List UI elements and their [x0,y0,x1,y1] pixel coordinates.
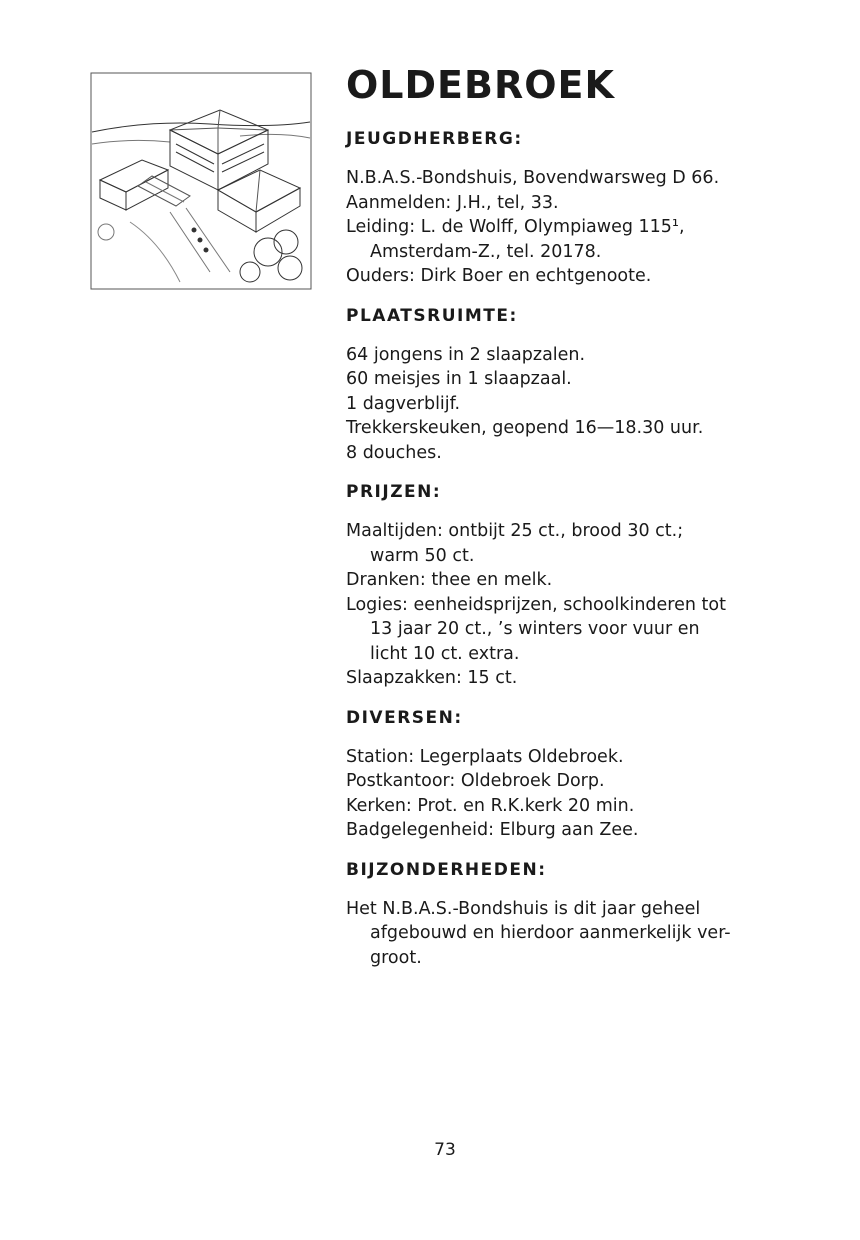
text-line: Station: Legerplaats Oldebroek. [346,746,624,767]
text-line: licht 10 ct. extra. [370,643,520,664]
entry-content [346,58,806,984]
text-line: afgebouwd en hierdoor aanmerkelijk ver- [370,923,731,943]
section-heading-plaatsruimte: PLAATSRUIMTE: [346,305,518,326]
hostel-building-illustration [90,72,312,290]
text-line: 13 jaar 20 ct., ’s winters voor vuur en [370,619,700,639]
text-line: Trekkerskeuken, geopend 16—18.30 uur. [346,418,704,438]
section-bijzonderheden [346,857,806,971]
section-heading-prijzen: PRIJZEN: [346,482,442,502]
page-title: OLDEBROEK [346,63,615,107]
text-line: Amsterdam-Z., tel. 20178. [370,241,602,262]
text-line: 1 dagverblijf. [346,393,461,414]
text-line: warm 50 ct. [370,545,475,566]
section-diversen [346,705,806,843]
text-line: Badgelegenheid: Elburg aan Zee. [346,820,639,840]
page-number: 73 [434,1140,456,1160]
text-line: 8 douches. [346,442,442,463]
text-line: Slaapzakken: 15 ct. [346,668,518,688]
section-prijzen [346,479,806,691]
hostel-building-drawing-icon [90,72,312,290]
section-jeugdherberg [346,126,806,289]
text-line: Maaltijden: ontbijt 25 ct., brood 30 ct.; [346,521,684,541]
text-line: Ouders: Dirk Boer en echtgenoote. [346,266,652,286]
text-line: Het N.B.A.S.-Bondshuis is dit jaar geheel [346,898,701,919]
text-line: Dranken: thee en melk. [346,570,553,590]
section-plaatsruimte [346,303,806,466]
text-line: groot. [370,947,422,968]
text-line: Leiding: L. de Wolff, Olympiaweg 115¹, [346,217,685,237]
text-line: 64 jongens in 2 slaapzalen. [346,344,586,365]
text-line: N.B.A.S.-Bondshuis, Bovendwarsweg D 66. [346,168,720,188]
text-line: 60 meisjes in 1 slaapzaal. [346,369,572,389]
text-line: Aanmelden: J.H., tel, 33. [346,192,559,213]
text-line: Postkantoor: Oldebroek Dorp. [346,771,605,791]
section-heading-jeugdherberg: JEUGDHERBERG: [346,129,523,149]
text-line: Logies: eenheidsprijzen, schoolkinderen tot [346,594,726,615]
section-heading-bijzonderheden: BIJZONDERHEDEN: [346,859,547,880]
section-heading-diversen: DIVERSEN: [346,707,463,728]
text-line: Kerken: Prot. en R.K.kerk 20 min. [346,795,635,816]
